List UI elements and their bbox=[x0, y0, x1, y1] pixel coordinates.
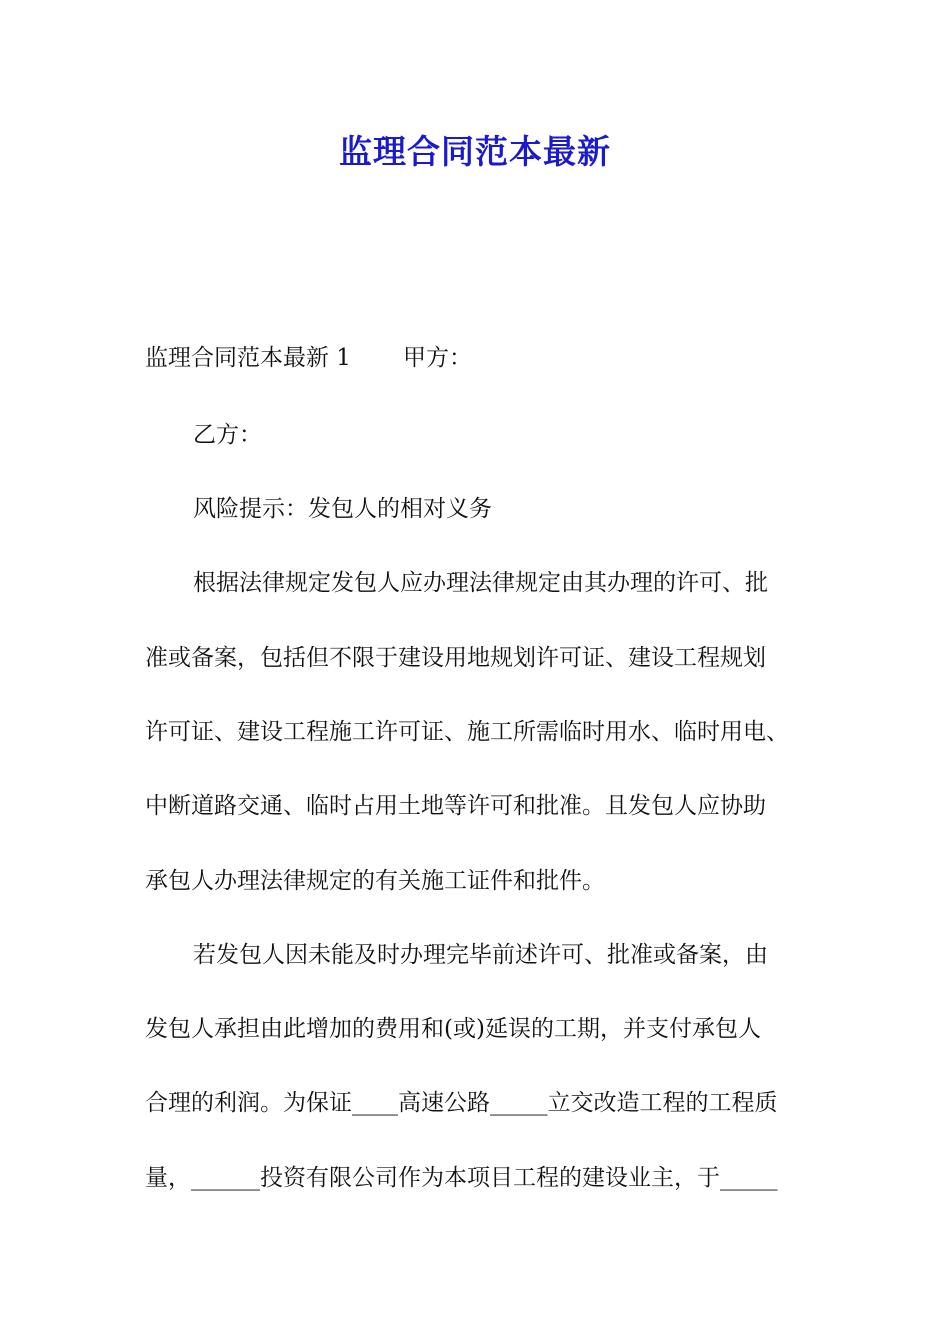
paragraph-line-heading bbox=[145, 343, 835, 373]
contract-heading-text: 监理合同范本最新 1 bbox=[145, 345, 351, 371]
paragraph-line: 发包人承担由此增加的费用和(或)延误的工期，并支付承包人 bbox=[145, 1016, 761, 1042]
paragraph-line: 承包人办理法律规定的有关施工证件和批件。 bbox=[145, 868, 605, 894]
paragraph-line: 合理的利润。为保证____高速公路_____立交改造工程的工程质 bbox=[145, 1090, 778, 1116]
paragraph-line: 准或备案，包括但不限于建设用地规划许可证、建设工程规划 bbox=[145, 645, 766, 671]
paragraph-line: 若发包人因未能及时办理完毕前述许可、批准或备案，由 bbox=[193, 942, 768, 968]
risk-notice-line: 风险提示：发包人的相对义务 bbox=[193, 496, 492, 522]
party-b-label: 乙方： bbox=[193, 422, 262, 448]
paragraph-line: 量，______投资有限公司作为本项目工程的建设业主，于_____ bbox=[145, 1165, 778, 1191]
paragraph-line: 许可证、建设工程施工许可证、施工所需临时用水、临时用电、 bbox=[145, 719, 789, 745]
party-a-label: 甲方： bbox=[402, 345, 472, 371]
paragraph-line: 中断道路交通、临时占用土地等许可和批准。且发包人应协助 bbox=[145, 793, 766, 819]
paragraph-line: 根据法律规定发包人应办理法律规定由其办理的许可、批 bbox=[193, 570, 768, 596]
document-title: 监理合同范本最新 bbox=[339, 132, 611, 171]
